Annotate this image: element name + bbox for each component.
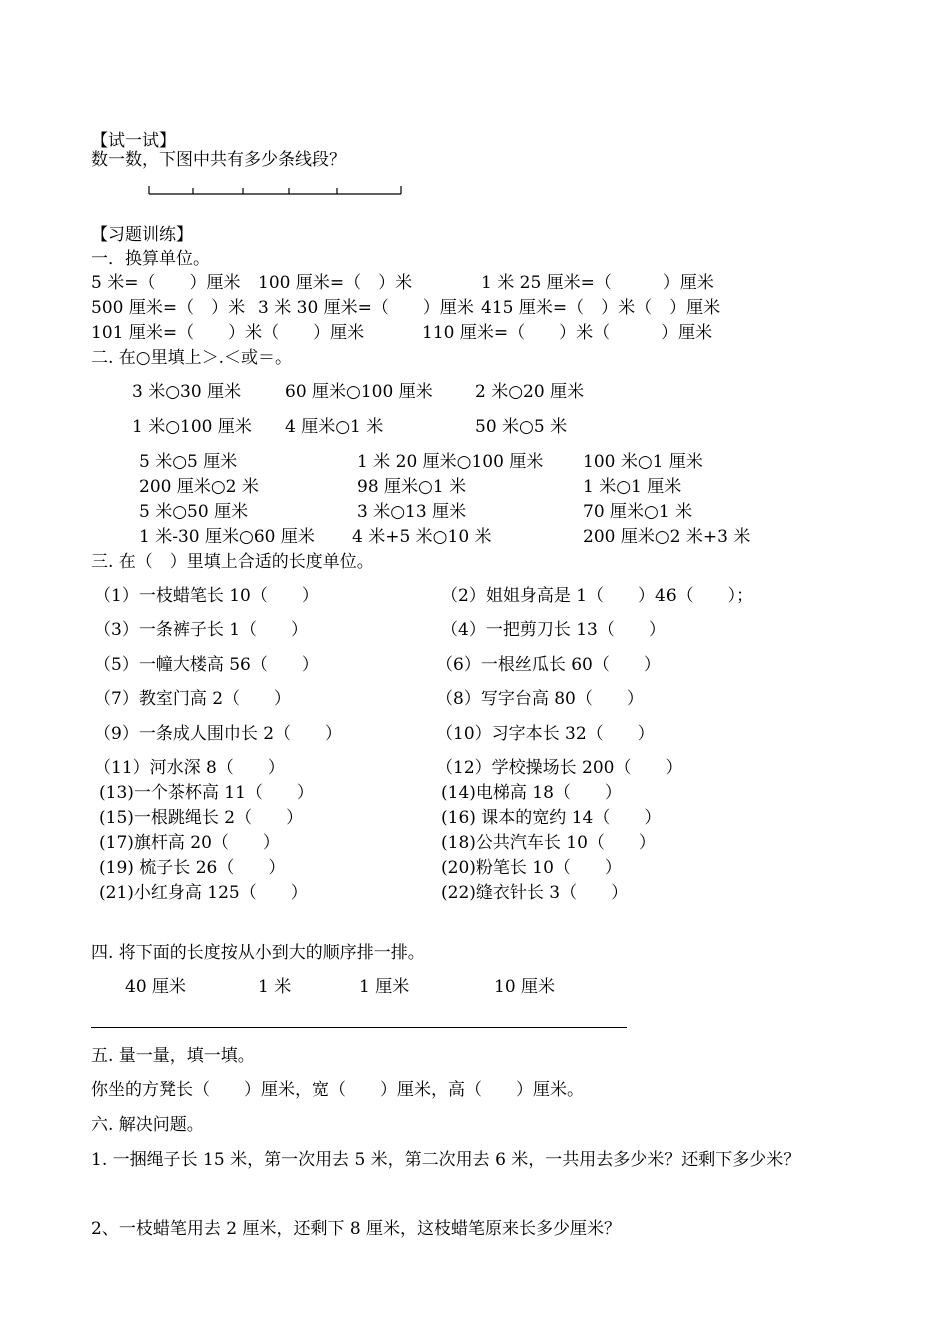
s2-item: 60 厘米○100 厘米: [285, 382, 433, 402]
s2-item: 1 米○1 厘米: [583, 477, 682, 497]
s2-item: 50 米○5 米: [475, 417, 568, 437]
s3-item: （11）河水深 8（ ）: [94, 758, 285, 778]
try-question: 数一数，下图中共有多少条线段？: [91, 150, 346, 170]
segment-figure: [148, 183, 404, 197]
answer-line: [91, 1027, 627, 1028]
section2-title: 二. 在○里填上＞.＜或＝。: [91, 348, 293, 368]
s3-item: (15)一根跳绳长 2（ ）: [99, 808, 304, 828]
s4-value: 1 米: [258, 977, 292, 997]
s1-item: 110 厘米=（ ）米（ ）厘米: [422, 323, 713, 343]
s3-item: （12）学校操场长 200（ ）: [436, 758, 683, 778]
s2-item: 100 米○1 厘米: [583, 452, 703, 472]
s2-item: 2 米○20 厘米: [475, 382, 585, 402]
s3-item: (14)电梯高 18（ ）: [441, 783, 622, 803]
s3-item: （1）一枝蜡笔长 10（ ）: [94, 586, 319, 606]
s1-item: 415 厘米=（ ）米（ ）厘米: [481, 298, 721, 318]
try-heading: 【试一试】: [91, 131, 176, 151]
section4-title: 四. 将下面的长度按从小到大的顺序排一排。: [91, 943, 425, 963]
s3-item: (22)缝衣针长 3（ ）: [441, 883, 629, 903]
s1-item: 500 厘米=（ ）米: [91, 298, 246, 318]
s1-item: 101 厘米=（ ）米（ ）厘米: [91, 323, 365, 343]
s6-question-2: 2、一枝蜡笔用去 2 厘米，还剩下 8 厘米，这枝蜡笔原来长多少厘米？: [91, 1219, 622, 1239]
s3-item: （3）一条裤子长 1（ ）: [94, 620, 309, 640]
s2-item: 1 米○100 厘米: [132, 417, 252, 437]
s3-item: （9）一条成人围巾长 2（ ）: [94, 724, 343, 744]
s1-item: 3 米 30 厘米=（ ）厘米: [258, 298, 474, 318]
s3-item: (19) 梳子长 26（ ）: [99, 858, 286, 878]
s3-item: (17)旗杆高 20（ ）: [99, 833, 280, 853]
s3-item: (13)一个茶杯高 11（ ）: [99, 783, 314, 803]
s3-item: （10）习字本长 32（ ）: [436, 724, 655, 744]
exercise-heading: 【习题训练】: [91, 225, 193, 245]
s1-item: 5 米=（ ）厘米: [91, 273, 241, 293]
s2-item: 1 米 20 厘米○100 厘米: [357, 452, 544, 472]
s3-item: (18)公共汽车长 10（ ）: [441, 833, 656, 853]
s2-item: 3 米○30 厘米: [132, 382, 242, 402]
s3-item: （6）一根丝瓜长 60（ ）: [436, 655, 661, 675]
s2-item: 5 米○5 厘米: [139, 452, 238, 472]
s2-item: 5 米○50 厘米: [139, 502, 249, 522]
s2-item: 98 厘米○1 米: [357, 477, 467, 497]
section6-title: 六. 解决问题。: [91, 1115, 204, 1135]
s4-value: 40 厘米: [125, 977, 187, 997]
s1-item: 100 厘米=（ ）米: [258, 273, 413, 293]
section3-title: 三. 在（ ）里填上合适的长度单位。: [91, 552, 374, 572]
s2-item: 4 厘米○1 米: [285, 417, 384, 437]
s3-item: （5）一幢大楼高 56（ ）: [94, 655, 319, 675]
s3-item: （4）一把剪刀长 13（ ）: [441, 620, 666, 640]
section5-title: 五. 量一量，填一填。: [91, 1046, 255, 1066]
s2-item: 1 米-30 厘米○60 厘米: [139, 527, 315, 547]
s1-item: 1 米 25 厘米=（ ）厘米: [481, 273, 714, 293]
s2-item: 70 厘米○1 米: [583, 502, 693, 522]
s6-question-1: 1. 一捆绳子长 15 米，第一次用去 5 米，第二次用去 6 米，一共用去多少米？还剩下多少米？: [91, 1150, 801, 1170]
s3-item: (16) 课本的宽约 14（ ）: [441, 808, 662, 828]
s2-item: 200 厘米○2 米+3 米: [583, 527, 751, 547]
s3-item: （8）写字台高 80（ ）: [436, 689, 644, 709]
s2-item: 4 米+5 米○10 米: [352, 527, 492, 547]
s2-item: 200 厘米○2 米: [139, 477, 259, 497]
s5-line: 你坐的方凳长（ ）厘米，宽（ ）厘米，高（ ）厘米。: [91, 1080, 584, 1100]
s3-item: （2）姐姐身高是 1（ ）46（ ）；: [441, 586, 754, 606]
s4-value: 1 厘米: [359, 977, 410, 997]
section1-title: 一．换算单位。: [91, 249, 210, 269]
s4-value: 10 厘米: [494, 977, 556, 997]
s2-item: 3 米○13 厘米: [357, 502, 467, 522]
s3-item: (21)小红身高 125（ ）: [99, 883, 308, 903]
s3-item: （7）教室门高 2（ ）: [94, 689, 292, 709]
s3-item: (20)粉笔长 10（ ）: [441, 858, 622, 878]
